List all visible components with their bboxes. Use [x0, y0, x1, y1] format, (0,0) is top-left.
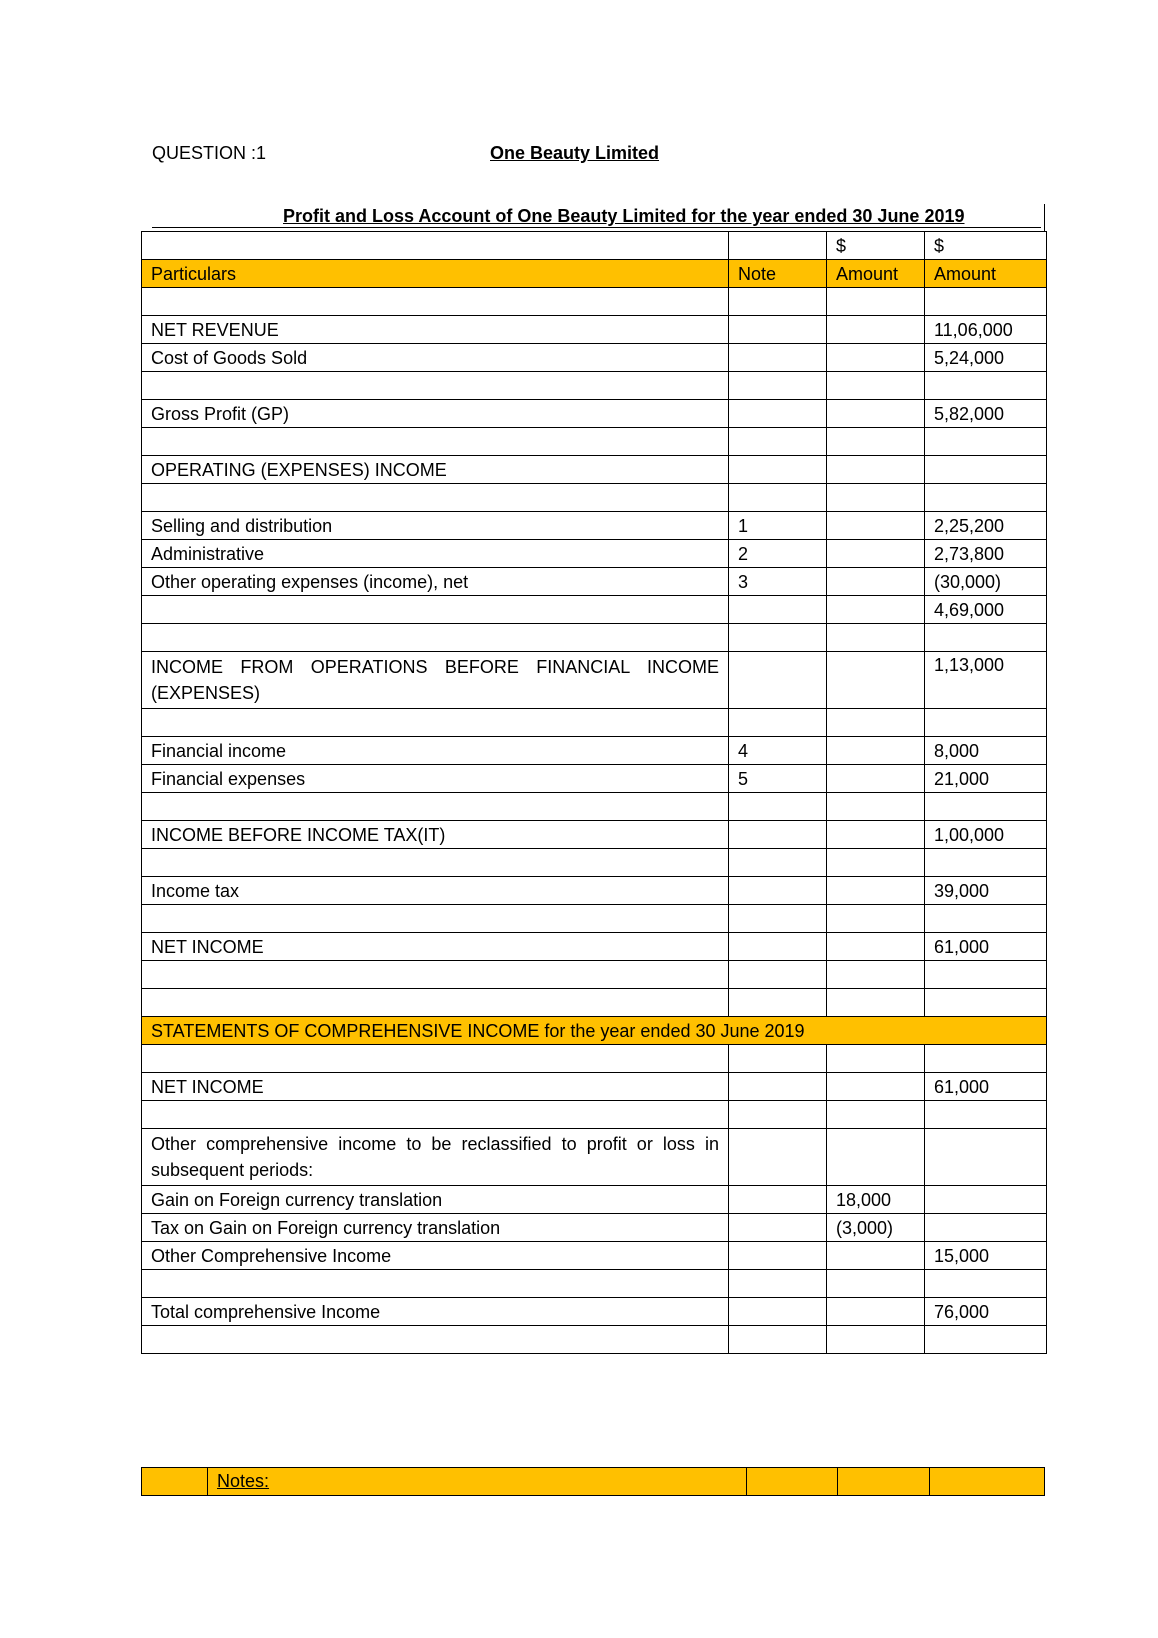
cell-total: 1,13,000 — [925, 652, 1047, 709]
cell-note — [729, 1045, 827, 1073]
cell-particulars: NET INCOME — [142, 933, 729, 961]
table-row — [142, 400, 1047, 428]
cell-amount — [827, 709, 925, 737]
table-row — [142, 877, 1047, 905]
cell-note: 3 — [729, 568, 827, 596]
cell-note — [729, 1242, 827, 1270]
table-row — [142, 568, 1047, 596]
cell-amount — [827, 596, 925, 624]
cell-amount — [827, 849, 925, 877]
cell-total: 11,06,000 — [925, 316, 1047, 344]
notes-spacer — [142, 1468, 208, 1496]
table-row — [142, 484, 1047, 512]
cell-note — [729, 1326, 827, 1354]
table-row — [142, 372, 1047, 400]
company-name: One Beauty Limited — [490, 143, 660, 163]
table-row — [142, 1298, 1047, 1326]
cell-particulars — [142, 372, 729, 400]
notes-bar — [141, 1467, 1045, 1496]
cell-note — [729, 652, 827, 709]
cell-particulars — [142, 793, 729, 821]
cell-amount — [827, 1270, 925, 1298]
cell-amount — [827, 372, 925, 400]
cell-note: 5 — [729, 765, 827, 793]
table-row — [142, 709, 1047, 737]
cell-amount — [827, 512, 925, 540]
table-row — [142, 793, 1047, 821]
cell-note — [729, 624, 827, 652]
table-row — [142, 821, 1047, 849]
cell-amount: 18,000 — [827, 1186, 925, 1214]
cell-amount — [827, 905, 925, 933]
cell-total — [925, 709, 1047, 737]
cell-note — [729, 316, 827, 344]
table-row — [142, 1214, 1047, 1242]
cell-amount — [827, 1242, 925, 1270]
cell-note — [729, 849, 827, 877]
cell-note — [729, 456, 827, 484]
cell-total — [925, 1129, 1047, 1186]
table-row — [142, 288, 1047, 316]
cell-note — [729, 1101, 827, 1129]
cell-particulars: NET INCOME — [142, 1073, 729, 1101]
cell-particulars: Total comprehensive Income — [142, 1298, 729, 1326]
cell-amount — [827, 1045, 925, 1073]
cell-total: 8,000 — [925, 737, 1047, 765]
cell-particulars — [142, 1045, 729, 1073]
cell-particulars — [142, 1326, 729, 1354]
cell-particulars — [142, 1101, 729, 1129]
cell-note — [729, 1298, 827, 1326]
cell-amount — [827, 1129, 925, 1186]
cell-note — [729, 1186, 827, 1214]
cell-particulars — [142, 989, 729, 1017]
cell-note — [729, 232, 827, 260]
table-row — [142, 596, 1047, 624]
table-row — [142, 737, 1047, 765]
currency-row — [142, 232, 1047, 260]
table-row — [142, 849, 1047, 877]
cell-total — [925, 624, 1047, 652]
currency-symbol: $ — [827, 232, 925, 260]
cell-amount — [827, 737, 925, 765]
profit-loss-title-bar — [152, 205, 1041, 228]
cell-amount — [827, 540, 925, 568]
cell-total — [925, 1326, 1047, 1354]
cell-note — [729, 344, 827, 372]
cell-amount — [827, 400, 925, 428]
table-row — [142, 1101, 1047, 1129]
cell-note — [729, 1214, 827, 1242]
cell-total: 5,82,000 — [925, 400, 1047, 428]
cell-total: (30,000) — [925, 568, 1047, 596]
cell-particulars: Cost of Goods Sold — [142, 344, 729, 372]
table-row — [142, 1270, 1047, 1298]
cell-note — [729, 1270, 827, 1298]
cell-particulars: INCOME BEFORE INCOME TAX(IT) — [142, 821, 729, 849]
cell-total — [925, 1214, 1047, 1242]
cell-particulars — [142, 288, 729, 316]
cell-particulars — [142, 232, 729, 260]
cell-total — [925, 989, 1047, 1017]
financial-statement-table — [141, 231, 1047, 1354]
header-note: Note — [729, 260, 827, 288]
cell-note — [729, 400, 827, 428]
cell-total — [925, 288, 1047, 316]
cell-note — [729, 372, 827, 400]
cell-amount — [827, 624, 925, 652]
cell-particulars: Financial income — [142, 737, 729, 765]
cell-particulars — [142, 709, 729, 737]
table-row — [142, 1326, 1047, 1354]
cell-note — [729, 877, 827, 905]
cell-particulars: Income tax — [142, 877, 729, 905]
cell-amount — [827, 484, 925, 512]
cell-note — [729, 1073, 827, 1101]
cell-total: 15,000 — [925, 1242, 1047, 1270]
cell-particulars: Gain on Foreign currency translation — [142, 1186, 729, 1214]
cell-total: 4,69,000 — [925, 596, 1047, 624]
cell-amount — [827, 428, 925, 456]
cell-note — [729, 288, 827, 316]
cell-note — [729, 484, 827, 512]
cell-note: 1 — [729, 512, 827, 540]
cell-particulars: Financial expenses — [142, 765, 729, 793]
table-row — [142, 428, 1047, 456]
table-row — [142, 1129, 1047, 1186]
cell-note — [729, 989, 827, 1017]
cell-amount — [827, 989, 925, 1017]
cell-note — [729, 1129, 827, 1186]
cell-note: 2 — [729, 540, 827, 568]
cell-total — [925, 793, 1047, 821]
cell-particulars: NET REVENUE — [142, 316, 729, 344]
notes-label: Notes: — [208, 1468, 747, 1496]
cell-total: 39,000 — [925, 877, 1047, 905]
cell-particulars — [142, 849, 729, 877]
header-particulars: Particulars — [142, 260, 729, 288]
cell-amount — [827, 793, 925, 821]
cell-total: 1,00,000 — [925, 821, 1047, 849]
cell-particulars: Administrative — [142, 540, 729, 568]
cell-total: 61,000 — [925, 1073, 1047, 1101]
cell-total — [925, 849, 1047, 877]
cell-amount: (3,000) — [827, 1214, 925, 1242]
cell-amount — [827, 765, 925, 793]
table-row — [142, 456, 1047, 484]
cell-total: 2,73,800 — [925, 540, 1047, 568]
cell-particulars — [142, 484, 729, 512]
notes-cell — [747, 1468, 838, 1496]
cell-total — [925, 456, 1047, 484]
cell-note — [729, 428, 827, 456]
cell-amount — [827, 1073, 925, 1101]
cell-total — [925, 1101, 1047, 1129]
table-row — [142, 1186, 1047, 1214]
cell-particulars — [142, 624, 729, 652]
cell-particulars: Tax on Gain on Foreign currency translation — [142, 1214, 729, 1242]
table-row — [142, 512, 1047, 540]
cell-amount — [827, 821, 925, 849]
table-row — [142, 540, 1047, 568]
cell-particulars: Other comprehensive income to be reclassified to profit or loss in subsequent periods: — [142, 1129, 729, 1186]
cell-note — [729, 933, 827, 961]
cell-amount — [827, 933, 925, 961]
notes-cell — [838, 1468, 930, 1496]
cell-particulars — [142, 961, 729, 989]
table-row — [142, 1045, 1047, 1073]
cell-amount — [827, 1298, 925, 1326]
cell-note — [729, 961, 827, 989]
table-row — [142, 624, 1047, 652]
table-row — [142, 1242, 1047, 1270]
cell-total — [925, 372, 1047, 400]
cell-note — [729, 793, 827, 821]
column-header-row — [142, 260, 1047, 288]
cell-particulars: Other Comprehensive Income — [142, 1242, 729, 1270]
cell-particulars — [142, 428, 729, 456]
cell-total — [925, 1045, 1047, 1073]
cell-amount — [827, 344, 925, 372]
header-amount: Amount — [925, 260, 1047, 288]
cell-total — [925, 961, 1047, 989]
currency-symbol: $ — [925, 232, 1047, 260]
cell-total — [925, 484, 1047, 512]
cell-amount — [827, 316, 925, 344]
cell-note — [729, 596, 827, 624]
cell-particulars: Other operating expenses (income), net — [142, 568, 729, 596]
notes-cell — [930, 1468, 1045, 1496]
cell-total — [925, 1270, 1047, 1298]
cell-amount — [827, 288, 925, 316]
cell-note: 4 — [729, 737, 827, 765]
table-row — [142, 933, 1047, 961]
cell-particulars — [142, 596, 729, 624]
table-row — [142, 344, 1047, 372]
cell-amount — [827, 456, 925, 484]
section-title-row — [142, 1017, 1047, 1045]
table-row — [142, 316, 1047, 344]
comprehensive-income-title: STATEMENTS OF COMPREHENSIVE INCOME for the year ended 30 June 2019 — [142, 1017, 1047, 1045]
cell-particulars: Selling and distribution — [142, 512, 729, 540]
question-label: QUESTION :1 — [152, 143, 267, 163]
cell-total: 21,000 — [925, 765, 1047, 793]
cell-amount — [827, 961, 925, 989]
cell-total — [925, 1186, 1047, 1214]
header-amount: Amount — [827, 260, 925, 288]
table-row — [142, 989, 1047, 1017]
table-row — [142, 765, 1047, 793]
table-row — [142, 961, 1047, 989]
cell-note — [729, 709, 827, 737]
cell-amount — [827, 1101, 925, 1129]
cell-total: 5,24,000 — [925, 344, 1047, 372]
cell-particulars: INCOME FROM OPERATIONS BEFORE FINANCIAL INCOME (EXPENSES) — [142, 652, 729, 709]
cell-amount — [827, 652, 925, 709]
table-row — [142, 905, 1047, 933]
title-right-border — [1044, 204, 1045, 232]
profit-loss-title: Profit and Loss Account of One Beauty Limited for the year ended 30 June 2019 — [283, 206, 965, 226]
cell-total: 61,000 — [925, 933, 1047, 961]
cell-particulars — [142, 905, 729, 933]
cell-particulars — [142, 1270, 729, 1298]
cell-note — [729, 905, 827, 933]
cell-particulars: OPERATING (EXPENSES) INCOME — [142, 456, 729, 484]
cell-total — [925, 905, 1047, 933]
cell-total: 2,25,200 — [925, 512, 1047, 540]
cell-amount — [827, 568, 925, 596]
table-row — [142, 652, 1047, 709]
cell-amount — [827, 1326, 925, 1354]
cell-note — [729, 821, 827, 849]
cell-particulars: Gross Profit (GP) — [142, 400, 729, 428]
cell-total — [925, 428, 1047, 456]
table-row — [142, 1073, 1047, 1101]
cell-amount — [827, 877, 925, 905]
cell-total: 76,000 — [925, 1298, 1047, 1326]
